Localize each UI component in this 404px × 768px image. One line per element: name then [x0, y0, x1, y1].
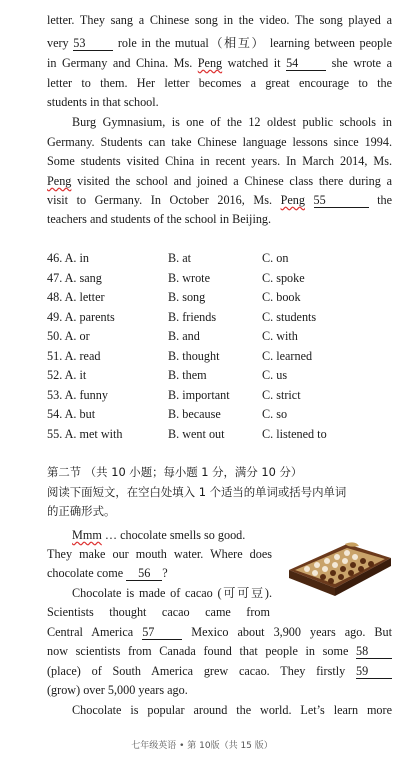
text-line: chocolate come 56 ?: [47, 566, 168, 580]
text-line: in Germany and China. Ms. Peng watched it 54 she wrote a: [47, 56, 393, 70]
option-c: C. on: [262, 251, 289, 265]
option-a: 49. A. parents: [47, 310, 115, 324]
option-b: B. song: [168, 290, 206, 304]
text-line: They make our mouth water. Where does: [47, 547, 272, 561]
text-line: letter to them. Her letter becomes a great encourage to the: [47, 76, 392, 90]
option-a: 54. A. but: [47, 407, 96, 421]
text-line: Chocolate is made of cacao (可可豆).: [72, 586, 272, 600]
option-b: B. important: [168, 388, 230, 402]
text-line: very 53 role in the mutual（相互） learning between people: [47, 36, 393, 50]
option-c: C. us: [262, 368, 288, 382]
blank-57: 57: [142, 626, 182, 640]
text-line: (grow) over 5,000 years ago.: [47, 683, 188, 697]
option-a: 46. A. in: [47, 251, 89, 265]
text-line: teachers and students of the school in Beijing.: [47, 212, 272, 226]
option-a: 53. A. funny: [47, 388, 108, 402]
option-b: B. friends: [168, 310, 217, 324]
text-line: (place) of South America grew cacao. They firstly 59: [47, 663, 392, 679]
option-a: 51. A. read: [47, 349, 101, 363]
option-b: B. went out: [168, 427, 225, 441]
option-b: B. wrote: [168, 271, 210, 285]
option-c: C. with: [262, 329, 298, 343]
option-c: C. strict: [262, 388, 301, 402]
text-line: Germany. Students can take Chinese language lessons since 1994.: [47, 135, 392, 149]
option-b: B. and: [168, 329, 200, 343]
page-footer: 七年级英语 • 第 10版（共 15 版）: [131, 741, 273, 751]
text-line: Burg Gymnasium, is one of the 12 oldest public schools in: [72, 115, 392, 129]
text-line: visit to Germany. In October 2016, Ms. Peng 55 the: [47, 193, 392, 207]
blank-59: 59: [356, 665, 392, 679]
instructions: 阅读下面短文，在空白处填入 1 个适当的单词或括号内单词: [47, 485, 347, 499]
text-line: Scientists thought cacao came from: [47, 605, 270, 619]
blank-58: 58: [356, 645, 392, 659]
text-line: Mmm … chocolate smells so good.: [72, 528, 246, 542]
option-c: C. students: [262, 310, 317, 324]
option-a: 47. A. sang: [47, 271, 102, 285]
option-a: 50. A. or: [47, 329, 90, 343]
option-c: C. learned: [262, 349, 313, 363]
option-a: 52. A. it: [47, 368, 87, 382]
text-line: Central America 57 Mexico about 3,900 years ago. But: [47, 625, 393, 639]
option-c: C. so: [262, 407, 288, 421]
text-line: letter. They sang a Chinese song in the video. The song played a: [47, 13, 392, 27]
section-heading: 第二节 （共 10 小题；每小题 1 分，满分 10 分）: [47, 465, 303, 479]
text-line: students in that school.: [47, 95, 159, 109]
option-a: 48. A. letter: [47, 290, 105, 304]
option-a: 55. A. met with: [47, 427, 123, 441]
blank-54: 54: [286, 57, 326, 71]
blank-53: 53: [73, 37, 113, 51]
option-b: B. because: [168, 407, 221, 421]
instructions: 的正确形式。: [47, 504, 116, 518]
option-b: B. at: [168, 251, 192, 265]
text-line: Some students visited China in recent years. In March 2014, Ms.: [47, 154, 392, 168]
text-line: Chocolate is popular around the world. Let’s learn more: [72, 703, 392, 717]
option-c: C. listened to: [262, 427, 327, 441]
blank-55: 55: [314, 194, 369, 208]
option-b: B. them: [168, 368, 207, 382]
text-line: now scientists from Canada found that people in some 58: [47, 643, 392, 659]
option-c: C. book: [262, 290, 301, 304]
text-line: Peng visited the school and joined a Chinese class there during a: [47, 174, 392, 188]
option-b: B. thought: [168, 349, 220, 363]
option-c: C. spoke: [262, 271, 305, 285]
blank-56: 56: [126, 567, 162, 581]
chocolate-box-image: [285, 540, 393, 602]
